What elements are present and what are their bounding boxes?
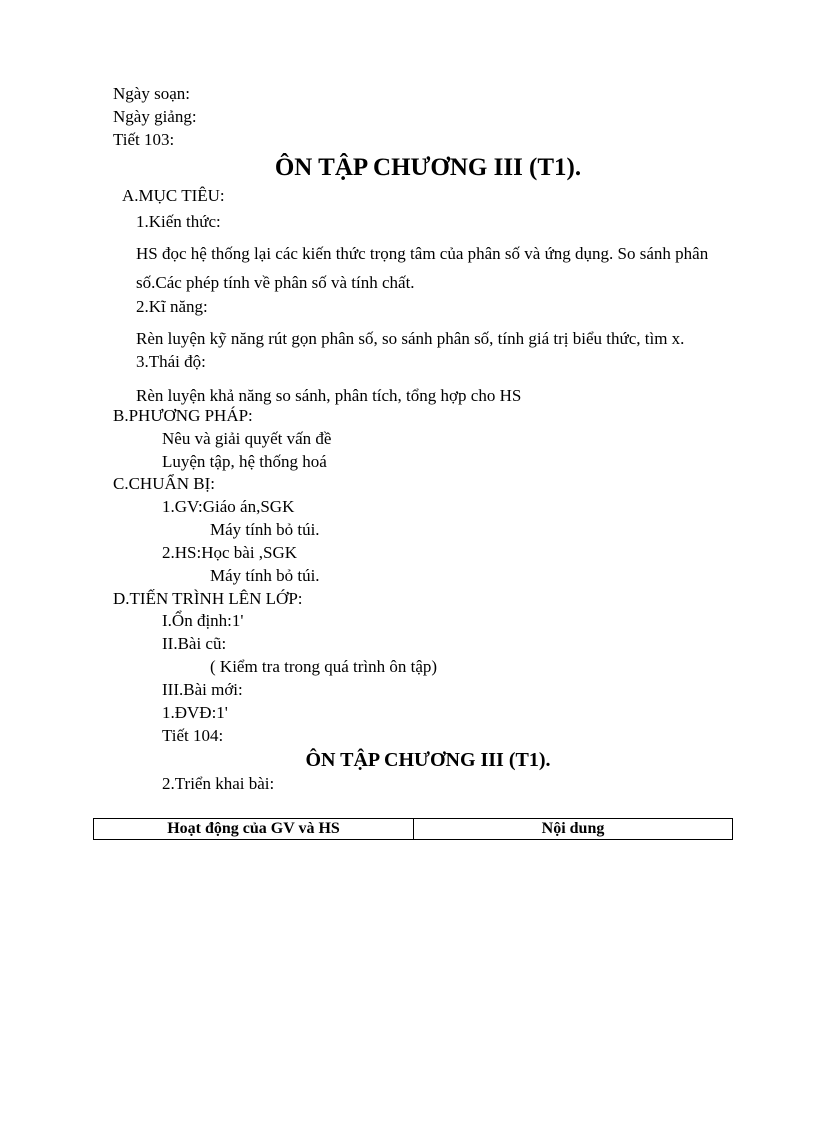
chuan-bi-hs-sub: Máy tính bỏ túi. xyxy=(210,566,320,585)
ki-nang-heading: 2.Kĩ năng: xyxy=(136,297,208,316)
chuan-bi-gv: 1.GV:Giáo án,SGK xyxy=(162,497,295,516)
ngay-giang-label: Ngày giảng: xyxy=(113,107,197,126)
table-header-content: Nội dung xyxy=(541,820,605,837)
section-d-heading: D.TIẾN TRÌNH LÊN LỚP: xyxy=(113,589,303,608)
section-b-heading: B.PHƯƠNG PHÁP: xyxy=(113,406,253,425)
table-header-activities: Hoạt động của GV và HS xyxy=(94,819,414,839)
page-title: ÔN TẬP CHƯƠNG III (T1). xyxy=(274,154,582,181)
kien-thuc-heading: 1.Kiến thức: xyxy=(136,212,221,231)
trien-khai-bai: 2.Triển khai bài: xyxy=(162,774,275,793)
section-c-heading: C.CHUẨN BỊ: xyxy=(113,474,216,493)
ki-nang-text: Rèn luyện kỹ năng rút gọn phân số, so sánh phân số, tính giá trị biểu thức, tìm x. xyxy=(136,329,685,348)
dvd: 1.ĐVĐ:1' xyxy=(162,703,228,722)
tiet-104: Tiết 104: xyxy=(162,726,224,745)
thai-do-heading: 3.Thái độ: xyxy=(136,352,206,371)
on-dinh: I.Ổn định:1' xyxy=(162,611,244,630)
phuong-phap-item-2: Luyện tập, hệ thống hoá xyxy=(162,452,327,471)
bai-cu: II.Bài cũ: xyxy=(162,634,227,653)
phuong-phap-item-1: Nêu và giải quyết vấn đề xyxy=(162,429,332,448)
thai-do-text: Rèn luyện khả năng so sánh, phân tích, tổng hợp cho HS xyxy=(136,386,522,405)
subtitle: ÔN TẬP CHƯƠNG III (T1). xyxy=(305,749,551,771)
bai-moi: III.Bài mới: xyxy=(162,680,243,699)
chuan-bi-hs: 2.HS:Học bài ,SGK xyxy=(162,543,298,562)
kien-thuc-line-2: số.Các phép tính về phân số và tính chất. xyxy=(136,273,415,292)
section-a-heading: A.MỤC TIÊU: xyxy=(122,186,225,205)
bai-cu-sub: ( Kiểm tra trong quá trình ôn tập) xyxy=(210,657,438,676)
tiet-label: Tiết 103: xyxy=(113,130,175,149)
kien-thuc-line-1: HS đọc hệ thống lại các kiến thức trọng tâm của phân số và ứng dụng. So sánh phân xyxy=(136,244,709,263)
ngay-soan-label: Ngày soạn: xyxy=(113,84,190,103)
chuan-bi-gv-sub: Máy tính bỏ túi. xyxy=(210,520,320,539)
activity-table xyxy=(93,818,733,840)
